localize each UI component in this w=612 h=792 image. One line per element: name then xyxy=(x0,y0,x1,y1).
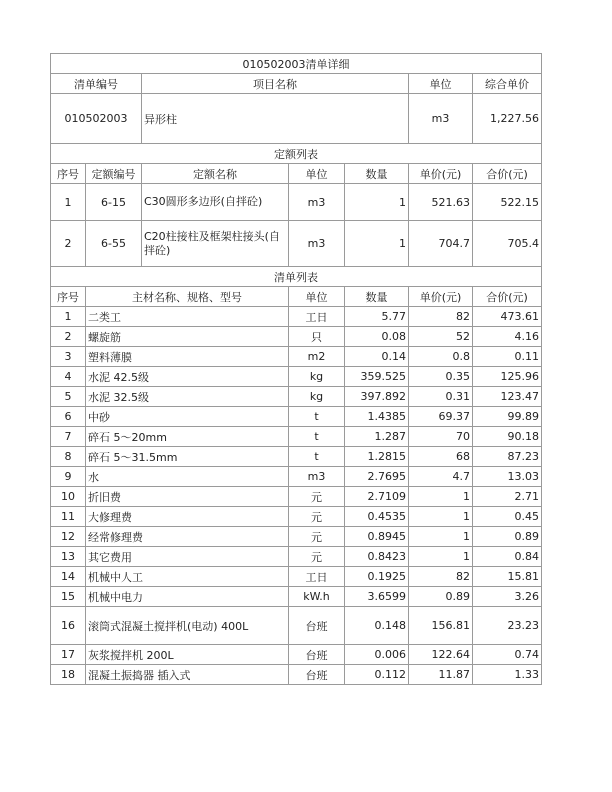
material-name: 大修理费 xyxy=(86,507,289,527)
material-qty: 0.4535 xyxy=(345,507,409,527)
material-row xyxy=(51,347,542,367)
material-unit: 台班 xyxy=(289,645,345,665)
material-row xyxy=(51,367,542,387)
material-header-row xyxy=(51,287,542,307)
material-unit: 元 xyxy=(289,507,345,527)
material-qty: 5.77 xyxy=(345,307,409,327)
material-seq: 8 xyxy=(51,447,86,467)
material-qty: 1.287 xyxy=(345,427,409,447)
material-qty: 359.525 xyxy=(345,367,409,387)
material-row xyxy=(51,507,542,527)
material-unit: t xyxy=(289,407,345,427)
material-price: 122.64 xyxy=(409,645,473,665)
material-qty: 3.6599 xyxy=(345,587,409,607)
material-price: 82 xyxy=(409,567,473,587)
quota-seq: 2 xyxy=(51,221,86,267)
material-name: 滚筒式混凝土搅拌机(电动) 400L xyxy=(86,607,289,645)
header-price: 综合单价 xyxy=(473,74,542,94)
material-name: 混凝土振捣器 插入式 xyxy=(86,665,289,685)
material-price: 0.31 xyxy=(409,387,473,407)
material-qty: 0.112 xyxy=(345,665,409,685)
material-total: 99.89 xyxy=(473,407,542,427)
material-name: 经常修理费 xyxy=(86,527,289,547)
material-section-row xyxy=(51,267,542,287)
header-name: 项目名称 xyxy=(142,74,409,94)
material-price: 1 xyxy=(409,527,473,547)
material-name: 水泥 32.5级 xyxy=(86,387,289,407)
quota-header-price: 单价(元) xyxy=(409,164,473,184)
material-unit: 只 xyxy=(289,327,345,347)
material-name: 机械中人工 xyxy=(86,567,289,587)
material-row xyxy=(51,447,542,467)
quota-row xyxy=(51,184,542,221)
material-section-title: 清单列表 xyxy=(51,267,542,287)
material-seq: 1 xyxy=(51,307,86,327)
material-total: 23.23 xyxy=(473,607,542,645)
material-seq: 18 xyxy=(51,665,86,685)
material-name: 塑料薄膜 xyxy=(86,347,289,367)
material-total: 2.71 xyxy=(473,487,542,507)
material-unit: kg xyxy=(289,387,345,407)
material-total: 0.11 xyxy=(473,347,542,367)
quota-code: 6-15 xyxy=(86,184,142,221)
material-unit: m3 xyxy=(289,467,345,487)
quota-price: 521.63 xyxy=(409,184,473,221)
material-unit: 元 xyxy=(289,527,345,547)
quota-total: 522.15 xyxy=(473,184,542,221)
material-unit: 工日 xyxy=(289,567,345,587)
material-row xyxy=(51,547,542,567)
quota-header-name: 定额名称 xyxy=(142,164,289,184)
quota-header-code: 定额编号 xyxy=(86,164,142,184)
material-name: 水 xyxy=(86,467,289,487)
material-row xyxy=(51,487,542,507)
material-qty: 1.4385 xyxy=(345,407,409,427)
material-price: 1 xyxy=(409,507,473,527)
quota-code: 6-55 xyxy=(86,221,142,267)
material-total: 0.89 xyxy=(473,527,542,547)
material-qty: 2.7109 xyxy=(345,487,409,507)
material-price: 1 xyxy=(409,487,473,507)
quota-header-total: 合价(元) xyxy=(473,164,542,184)
material-price: 70 xyxy=(409,427,473,447)
material-seq: 3 xyxy=(51,347,86,367)
material-total: 123.47 xyxy=(473,387,542,407)
material-row xyxy=(51,387,542,407)
quota-section-title: 定额列表 xyxy=(51,144,542,164)
quota-qty: 1 xyxy=(345,184,409,221)
material-total: 87.23 xyxy=(473,447,542,467)
material-qty: 0.8423 xyxy=(345,547,409,567)
material-row xyxy=(51,527,542,547)
material-name: 中砂 xyxy=(86,407,289,427)
material-seq: 12 xyxy=(51,527,86,547)
header-code: 清单编号 xyxy=(51,74,142,94)
material-seq: 13 xyxy=(51,547,86,567)
material-price: 0.89 xyxy=(409,587,473,607)
material-total: 0.74 xyxy=(473,645,542,665)
material-seq: 2 xyxy=(51,327,86,347)
material-qty: 0.006 xyxy=(345,645,409,665)
material-header-total: 合价(元) xyxy=(473,287,542,307)
quota-seq: 1 xyxy=(51,184,86,221)
material-seq: 14 xyxy=(51,567,86,587)
material-name: 螺旋筋 xyxy=(86,327,289,347)
material-header-unit: 单位 xyxy=(289,287,345,307)
material-qty: 0.148 xyxy=(345,607,409,645)
material-name: 碎石 5～31.5mm xyxy=(86,447,289,467)
material-total: 0.45 xyxy=(473,507,542,527)
material-total: 13.03 xyxy=(473,467,542,487)
material-price: 1 xyxy=(409,547,473,567)
material-total: 1.33 xyxy=(473,665,542,685)
quota-unit: m3 xyxy=(289,221,345,267)
table-title: 010502003清单详细 xyxy=(51,54,542,74)
material-price: 69.37 xyxy=(409,407,473,427)
material-price: 0.35 xyxy=(409,367,473,387)
material-unit: t xyxy=(289,427,345,447)
quota-price: 704.7 xyxy=(409,221,473,267)
material-price: 0.8 xyxy=(409,347,473,367)
material-row xyxy=(51,587,542,607)
material-price: 11.87 xyxy=(409,665,473,685)
material-price: 156.81 xyxy=(409,607,473,645)
material-row xyxy=(51,567,542,587)
material-unit: m2 xyxy=(289,347,345,367)
material-price: 68 xyxy=(409,447,473,467)
material-total: 15.81 xyxy=(473,567,542,587)
material-seq: 11 xyxy=(51,507,86,527)
header-row xyxy=(51,74,542,94)
material-name: 机械中电力 xyxy=(86,587,289,607)
quota-total: 705.4 xyxy=(473,221,542,267)
quota-header-row xyxy=(51,164,542,184)
material-row xyxy=(51,407,542,427)
material-seq: 9 xyxy=(51,467,86,487)
material-name: 二类工 xyxy=(86,307,289,327)
material-seq: 4 xyxy=(51,367,86,387)
quota-header-qty: 数量 xyxy=(345,164,409,184)
item-row xyxy=(51,94,542,144)
material-name: 水泥 42.5级 xyxy=(86,367,289,387)
material-seq: 5 xyxy=(51,387,86,407)
header-unit: 单位 xyxy=(409,74,473,94)
quota-unit: m3 xyxy=(289,184,345,221)
material-total: 90.18 xyxy=(473,427,542,447)
quota-qty: 1 xyxy=(345,221,409,267)
material-header-qty: 数量 xyxy=(345,287,409,307)
material-row xyxy=(51,467,542,487)
material-unit: 元 xyxy=(289,487,345,507)
material-header-price: 单价(元) xyxy=(409,287,473,307)
material-total: 4.16 xyxy=(473,327,542,347)
material-row xyxy=(51,327,542,347)
material-qty: 1.2815 xyxy=(345,447,409,467)
quota-row xyxy=(51,221,542,267)
material-header-seq: 序号 xyxy=(51,287,86,307)
material-unit: 工日 xyxy=(289,307,345,327)
material-unit: kg xyxy=(289,367,345,387)
material-name: 其它费用 xyxy=(86,547,289,567)
material-header-name: 主材名称、规格、型号 xyxy=(86,287,289,307)
material-unit: 台班 xyxy=(289,665,345,685)
material-seq: 7 xyxy=(51,427,86,447)
material-qty: 0.14 xyxy=(345,347,409,367)
item-name: 异形柱 xyxy=(142,94,409,144)
quota-name: C30圆形多边形(自拌砼) xyxy=(142,184,289,221)
material-name: 灰浆搅拌机 200L xyxy=(86,645,289,665)
quota-header-unit: 单位 xyxy=(289,164,345,184)
bill-detail-table xyxy=(50,53,542,685)
quota-header-seq: 序号 xyxy=(51,164,86,184)
material-row xyxy=(51,607,542,645)
material-name: 折旧费 xyxy=(86,487,289,507)
title-row xyxy=(51,54,542,74)
material-qty: 0.08 xyxy=(345,327,409,347)
material-unit: t xyxy=(289,447,345,467)
material-row xyxy=(51,665,542,685)
item-unit: m3 xyxy=(409,94,473,144)
material-unit: 台班 xyxy=(289,607,345,645)
material-unit: 元 xyxy=(289,547,345,567)
item-price: 1,227.56 xyxy=(473,94,542,144)
material-total: 0.84 xyxy=(473,547,542,567)
material-qty: 397.892 xyxy=(345,387,409,407)
material-total: 125.96 xyxy=(473,367,542,387)
material-seq: 10 xyxy=(51,487,86,507)
material-seq: 16 xyxy=(51,607,86,645)
material-unit: kW.h xyxy=(289,587,345,607)
material-row xyxy=(51,645,542,665)
item-code: 010502003 xyxy=(51,94,142,144)
material-seq: 6 xyxy=(51,407,86,427)
material-row xyxy=(51,307,542,327)
material-price: 82 xyxy=(409,307,473,327)
material-total: 3.26 xyxy=(473,587,542,607)
quota-name: C20柱接柱及框架柱接头(自拌砼) xyxy=(142,221,289,267)
material-qty: 0.8945 xyxy=(345,527,409,547)
material-row xyxy=(51,427,542,447)
material-price: 4.7 xyxy=(409,467,473,487)
quota-section-row xyxy=(51,144,542,164)
material-qty: 2.7695 xyxy=(345,467,409,487)
material-total: 473.61 xyxy=(473,307,542,327)
material-qty: 0.1925 xyxy=(345,567,409,587)
material-seq: 17 xyxy=(51,645,86,665)
material-name: 碎石 5～20mm xyxy=(86,427,289,447)
material-seq: 15 xyxy=(51,587,86,607)
material-price: 52 xyxy=(409,327,473,347)
